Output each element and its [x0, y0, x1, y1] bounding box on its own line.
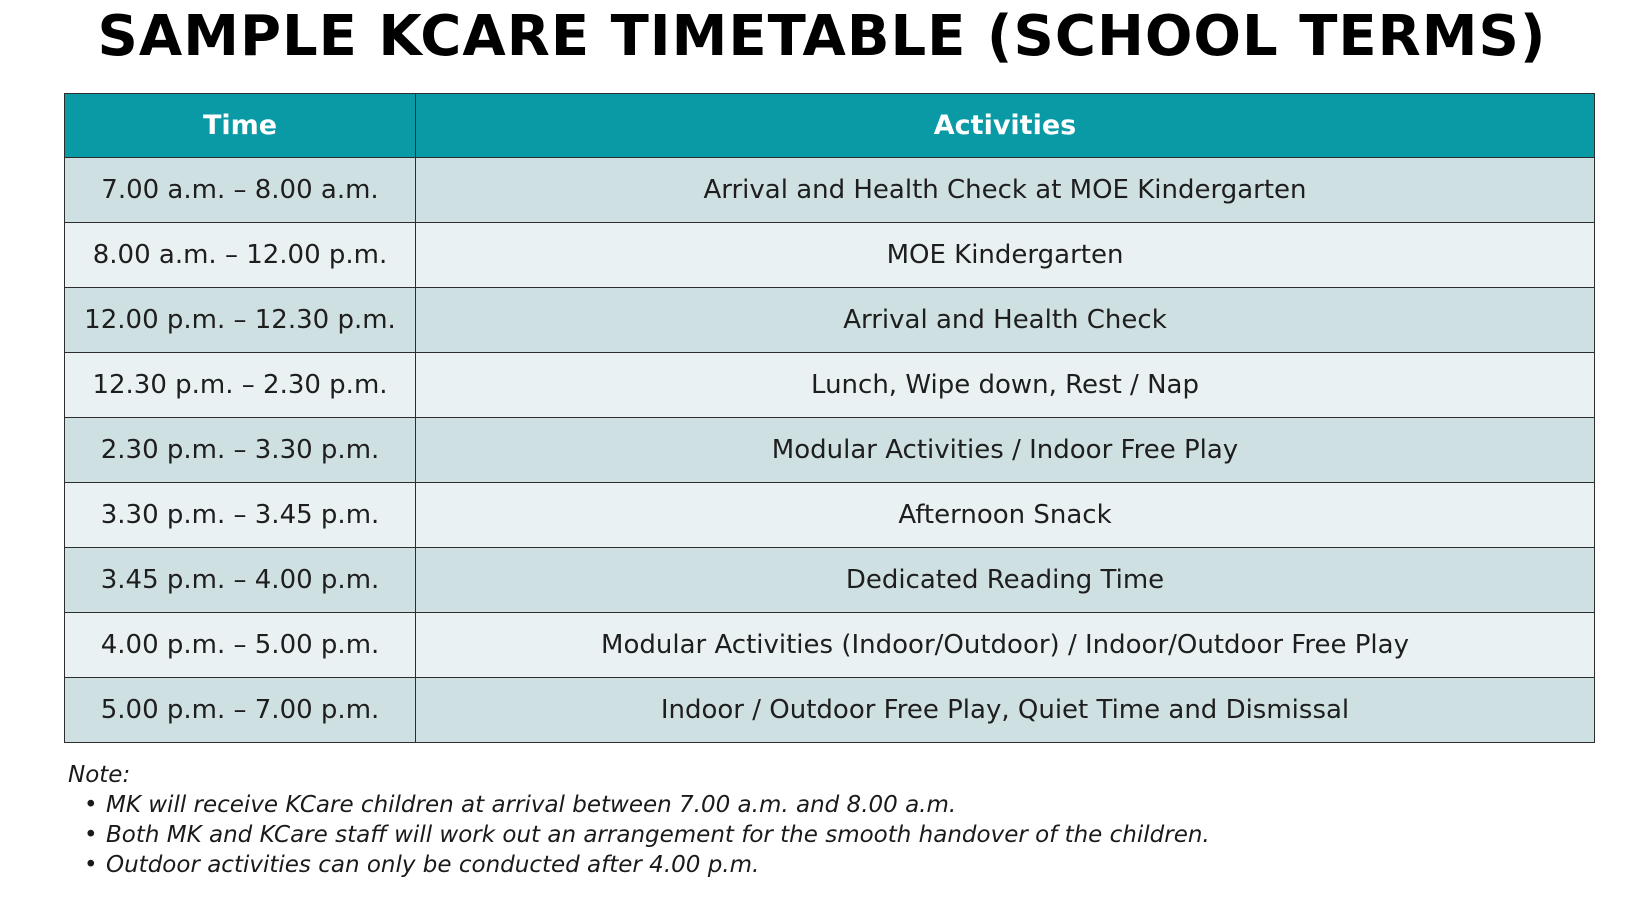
table-row	[65, 288, 1595, 353]
page-title: SAMPLE KCARE TIMETABLE (SCHOOL TERMS)	[97, 4, 1547, 69]
table-row	[65, 353, 1595, 418]
time-cell: 4.00 p.m. – 5.00 p.m.	[65, 613, 416, 678]
time-cell: 12.00 p.m. – 12.30 p.m.	[65, 288, 416, 353]
activity-cell: Modular Activities (Indoor/Outdoor) / Indoor/Outdoor Free Play	[416, 613, 1595, 678]
activity-cell: Afternoon Snack	[416, 483, 1595, 548]
time-cell: 8.00 a.m. – 12.00 p.m.	[65, 223, 416, 288]
note-item	[84, 820, 1568, 850]
activity-cell: Modular Activities / Indoor Free Play	[416, 418, 1595, 483]
bullet-icon: •	[84, 852, 98, 878]
time-cell: 12.30 p.m. – 2.30 p.m.	[65, 353, 416, 418]
note-list	[68, 790, 1568, 880]
table-row	[65, 548, 1595, 613]
header-row	[65, 94, 1595, 158]
timetable-container	[64, 93, 1594, 743]
table-row	[65, 418, 1595, 483]
time-cell: 7.00 a.m. – 8.00 a.m.	[65, 158, 416, 223]
activity-cell: Lunch, Wipe down, Rest / Nap	[416, 353, 1595, 418]
time-column-header: Time	[65, 94, 416, 158]
note-item	[84, 790, 1568, 820]
bullet-icon: •	[84, 822, 98, 848]
table-row	[65, 613, 1595, 678]
time-cell: 3.45 p.m. – 4.00 p.m.	[65, 548, 416, 613]
time-cell: 5.00 p.m. – 7.00 p.m.	[65, 678, 416, 743]
bullet-icon: •	[84, 792, 98, 818]
note-section	[68, 760, 1568, 880]
activity-cell: Indoor / Outdoor Free Play, Quiet Time and Dismissal	[416, 678, 1595, 743]
table-row	[65, 158, 1595, 223]
table-row	[65, 223, 1595, 288]
note-item-text: MK will receive KCare children at arrival between 7.00 a.m. and 8.00 a.m.	[106, 792, 957, 818]
note-item-text: Outdoor activities can only be conducted after 4.00 p.m.	[106, 852, 760, 878]
time-cell: 3.30 p.m. – 3.45 p.m.	[65, 483, 416, 548]
note-label: Note:	[68, 762, 131, 788]
table-row	[65, 483, 1595, 548]
activity-cell: Dedicated Reading Time	[416, 548, 1595, 613]
note-item-text: Both MK and KCare staff will work out an arrangement for the smooth handover of the children.	[106, 822, 1210, 848]
note-item	[84, 850, 1568, 880]
time-cell: 2.30 p.m. – 3.30 p.m.	[65, 418, 416, 483]
activity-cell: Arrival and Health Check	[416, 288, 1595, 353]
activities-column-header: Activities	[416, 94, 1595, 158]
table-row	[65, 678, 1595, 743]
activity-cell: Arrival and Health Check at MOE Kindergarten	[416, 158, 1595, 223]
activity-cell: MOE Kindergarten	[416, 223, 1595, 288]
timetable	[64, 93, 1595, 743]
